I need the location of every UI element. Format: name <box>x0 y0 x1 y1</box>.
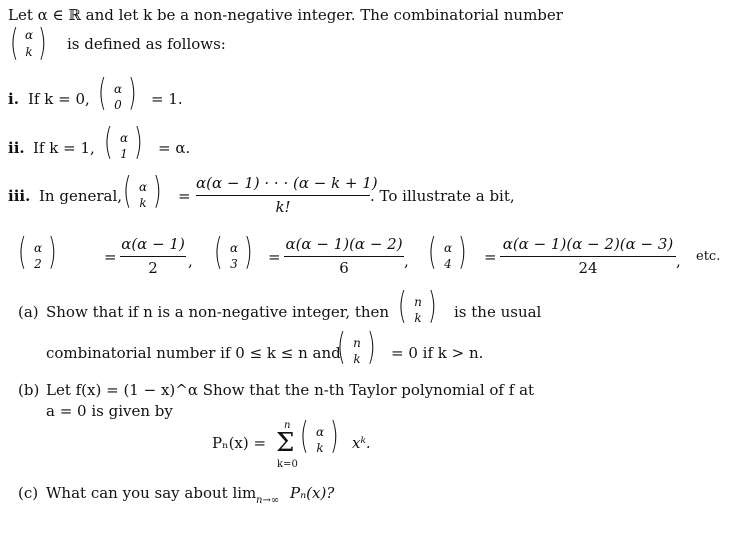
example-1-fraction <box>120 237 186 277</box>
item-i-binomial <box>98 73 138 117</box>
binom-bottom: k <box>414 311 422 325</box>
examples-etc: etc. <box>696 249 721 264</box>
fraction-bar <box>120 256 186 257</box>
example-1-binomial <box>18 232 58 276</box>
part-b-line-1: Let f(x) = (1 − x)^α Show that the n-th Taylor polynomial of f at <box>46 381 535 399</box>
binom-top: n <box>353 336 361 350</box>
right-paren: ) <box>153 171 162 213</box>
part-a-line-1: Show that if n is a non-negative integer, then <box>46 303 390 321</box>
taylor-tail: xᵏ. <box>352 434 371 452</box>
part-a-line-2: combinatorial number if 0 ≤ k ≤ n and <box>46 344 341 362</box>
fraction-denominator: k! <box>275 198 291 216</box>
binom-top: α <box>138 180 148 194</box>
part-b-line-2: a = 0 is given by <box>46 402 173 420</box>
intro-line-2: is defined as follows: <box>67 35 226 53</box>
binom-bottom: 0 <box>114 98 122 112</box>
left-paren: ( <box>10 23 19 65</box>
binom-bottom: k <box>353 352 361 366</box>
fraction-numerator: α(α − 1)(α − 2)(α − 3) <box>502 235 674 253</box>
part-a-label: (a) <box>18 303 39 321</box>
right-paren: ) <box>128 73 137 115</box>
example-3-equals: = <box>484 248 497 266</box>
binom-bottom: k <box>25 45 33 59</box>
left-paren: ( <box>123 171 132 213</box>
item-iii-text: In general, <box>39 187 123 205</box>
item-iii-after: . To illustrate a bit, <box>370 187 515 205</box>
example-1-sep: , <box>188 252 193 270</box>
binom-top: α <box>315 425 325 439</box>
part-c-label: (c) <box>18 484 39 502</box>
example-3-binomial <box>428 232 468 276</box>
left-paren: ( <box>18 232 27 274</box>
item-i-result: = 1. <box>151 90 183 108</box>
binom-bottom: 2 <box>34 257 42 271</box>
item-iii-fraction <box>196 174 378 216</box>
right-paren: ) <box>330 416 339 458</box>
binom-top: α <box>119 131 129 145</box>
binom-top: α <box>33 241 43 255</box>
item-iii-binomial <box>123 171 163 215</box>
item-ii-label: ii. <box>8 139 25 157</box>
binom-bottom: 4 <box>444 257 452 271</box>
item-i-label: i. <box>8 90 19 108</box>
right-paren: ) <box>48 232 57 274</box>
fraction-bar <box>500 256 676 257</box>
right-paren: ) <box>428 286 437 328</box>
left-paren: ( <box>104 122 113 164</box>
limit-subscript: n→∞ <box>256 495 280 506</box>
left-paren: ( <box>337 327 346 369</box>
fraction-bar <box>196 195 370 196</box>
fraction-denominator: 6 <box>339 259 349 277</box>
part-a-binomial-2 <box>337 327 377 371</box>
part-c-tail: Pₙ(x)? <box>290 484 335 502</box>
binom-top: α <box>229 241 239 255</box>
right-paren: ) <box>367 327 376 369</box>
left-paren: ( <box>300 416 309 458</box>
left-paren: ( <box>398 286 407 328</box>
part-a-binomial <box>398 286 438 330</box>
taylor-binomial <box>300 416 340 460</box>
fraction-denominator: 2 <box>148 259 158 277</box>
example-1-equals: = <box>104 248 117 266</box>
example-2-fraction <box>284 237 404 277</box>
left-paren: ( <box>428 232 437 274</box>
fraction-numerator: α(α − 1)(α − 2) <box>285 235 403 253</box>
item-ii-result: = α. <box>158 139 191 157</box>
example-2-equals: = <box>268 248 281 266</box>
intro-binomial <box>10 23 50 67</box>
intro-line-1: Let α ∈ ℝ and let k be a non-negative integer. The combinatorial number <box>8 6 563 24</box>
left-paren: ( <box>214 232 223 274</box>
binom-top: α <box>113 82 123 96</box>
item-ii-text: If k = 1, <box>33 139 95 157</box>
sigma-symbol: Σ <box>276 428 295 458</box>
example-3-sep: , <box>676 252 681 270</box>
sum-upper-limit: n <box>284 420 291 431</box>
binom-bottom: 3 <box>230 257 238 271</box>
right-paren: ) <box>38 23 47 65</box>
item-i-text: If k = 0, <box>28 90 90 108</box>
fraction-bar <box>284 256 404 257</box>
left-paren: ( <box>98 73 107 115</box>
binom-bottom: 1 <box>120 147 128 161</box>
binom-bottom: k <box>316 441 324 455</box>
example-2-binomial <box>214 232 254 276</box>
part-a-line-2-end: = 0 if k > n. <box>391 344 484 362</box>
sum-lower-limit: k=0 <box>277 459 298 470</box>
right-paren: ) <box>134 122 143 164</box>
fraction-numerator: α(α − 1) <box>121 235 185 253</box>
example-2-sep: , <box>404 252 409 270</box>
part-a-line-1-end: is the usual <box>454 303 542 321</box>
fraction-denominator: 24 <box>578 259 598 277</box>
binom-top: n <box>414 295 422 309</box>
binom-top: α <box>24 28 34 42</box>
part-b-label: (b) <box>18 381 40 399</box>
taylor-lhs: Pₙ(x) = <box>212 434 267 452</box>
item-iii-equals: = <box>178 187 191 205</box>
binom-bottom: k <box>139 196 147 210</box>
right-paren: ) <box>458 232 467 274</box>
part-c-text: What can you say about lim <box>46 484 257 502</box>
item-ii-binomial <box>104 122 144 166</box>
item-iii-label: iii. <box>8 187 31 205</box>
binom-top: α <box>443 241 453 255</box>
right-paren: ) <box>244 232 253 274</box>
example-3-fraction <box>500 237 676 277</box>
fraction-numerator: α(α − 1) · · · (α − k + 1) <box>196 174 378 192</box>
